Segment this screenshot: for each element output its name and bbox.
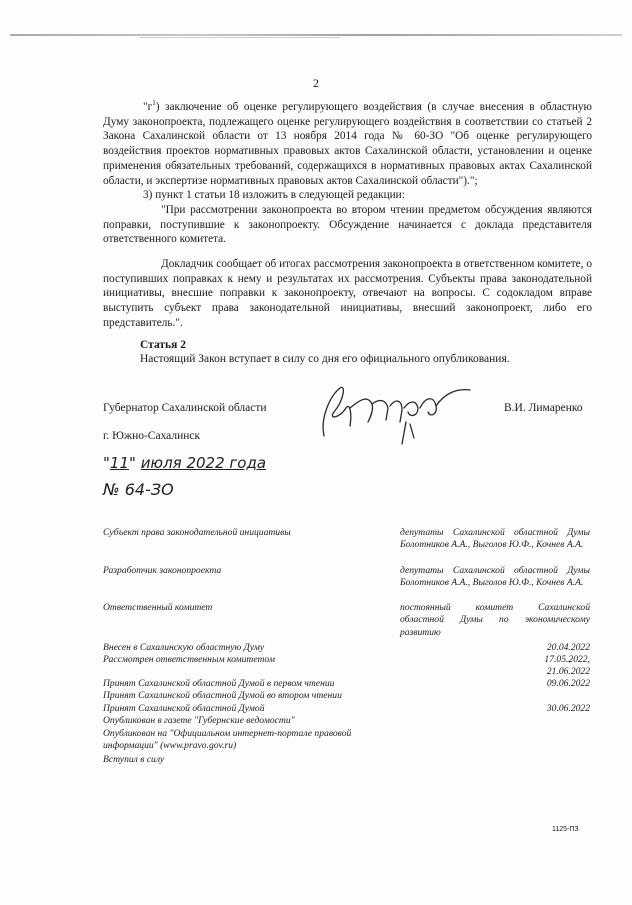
meta-subject-value: депутаты Сахалинской областной Думы Болотников А.А., Выголов Ю.Ф., Кочнев А.А. <box>400 527 590 551</box>
meta-reviewed-date-2: 21.06.2022 <box>546 666 590 677</box>
handwritten-law-number: № 64-ЗО <box>103 480 174 499</box>
meta-effective-label: Вступил в силу <box>103 754 165 765</box>
handwritten-signature <box>310 378 480 448</box>
meta-second-reading-label: Принят Сахалинской областной Думой во втором чтении <box>103 690 342 701</box>
meta-reviewed-label: Рассмотрен ответственным комитетом <box>103 654 275 665</box>
meta-developer-value: депутаты Сахалинской областной Думы Болотников А.А., Выголов Ю.Ф., Кочнев А.А. <box>400 565 590 589</box>
meta-submitted-label: Внесен в Сахалинскую областную Думу <box>103 642 265 653</box>
paragraph-point-3: 3) пункт 1 статьи 18 изложить в следующей редакции: <box>143 189 405 202</box>
meta-developer-label: Разработчик законопроекта <box>103 565 222 576</box>
meta-subject-label: Субъект права законодательной инициативы <box>103 527 291 538</box>
signing-city: г. Южно-Сахалинск <box>103 430 201 442</box>
paragraph-quote-1: "При рассмотрении законопроекта во втором чтении предметом обсуждения являются поправки, поступившие к законопроекту. Обсуждение начинается с доклада представителя ответственного комитета. <box>103 203 592 246</box>
meta-portal-label: Опубликован на "Официальном интернет-портале правовой информации" (www.pravo.gov.ru) <box>103 728 352 752</box>
meta-first-reading-label: Принят Сахалинской областной Думой в первом чтении <box>103 678 335 689</box>
document-code: 1125-ПЗ <box>552 826 579 833</box>
meta-reviewed-date-1: 17.05.2022, <box>544 654 590 665</box>
meta-committee-value: постоянный комитет Сахалинской областной Думы по экономическому развитию <box>400 602 590 638</box>
paragraph-quote-2: Докладчик сообщает об итогах рассмотрения законопроекта в ответственном комитете, о поступивших поправках к нему и результатах их рассмотрения. Субъекты права законодательной инициативы, внесшие поправки к законопроекту, отвечают на вопросы. С содокладом вправе выступить субъект права законодательной инициативы, внесший законопроект, либо его представитель.". <box>103 258 592 329</box>
paragraph-subpoint-g1: "$г^1$) заключение об оценке регулирующего воздействия (в случае внесения в областную Думу законопроекта, подлежащего оценке регулирующего воздействия в соответствии со статьей 2 Закона Сахалинской области от 13 ноября 2014 года № 60-ЗО "Об оценке регулирующего воздействия проектов нормативных правовых актов Сахалинской области, установлении и оценке применения обязательных требований, содержащихся в нормативных правовых актах Сахалинской области, и экспертизе нормативных правовых актов Сахалинской области")."; <box>103 99 592 187</box>
scan-artifact-line <box>10 34 622 36</box>
article-2-title: Статья 2 <box>140 339 186 351</box>
handwritten-date: "11" июля 2022 года <box>103 454 267 472</box>
meta-adopted-label: Принят Сахалинской областной Думой <box>103 703 265 714</box>
meta-committee-label: Ответственный комитет <box>103 602 213 613</box>
scan-artifact-line <box>140 37 340 38</box>
meta-first-reading-date: 09.06.2022 <box>546 678 590 689</box>
main-text <box>103 100 592 331</box>
governor-title: Губернатор Сахалинской области <box>103 402 267 414</box>
article-2-text: Настоящий Закон вступает в силу со дня его официального опубликования. <box>140 353 510 365</box>
meta-submitted-date: 20.04.2022 <box>546 642 590 653</box>
governor-name: В.И. Лимаренко <box>504 402 583 414</box>
meta-adopted-date: 30.06.2022 <box>546 703 590 714</box>
meta-gazette-label: Опубликован в газете "Губернские ведомости" <box>103 715 295 726</box>
page-number: 2 <box>313 76 319 90</box>
